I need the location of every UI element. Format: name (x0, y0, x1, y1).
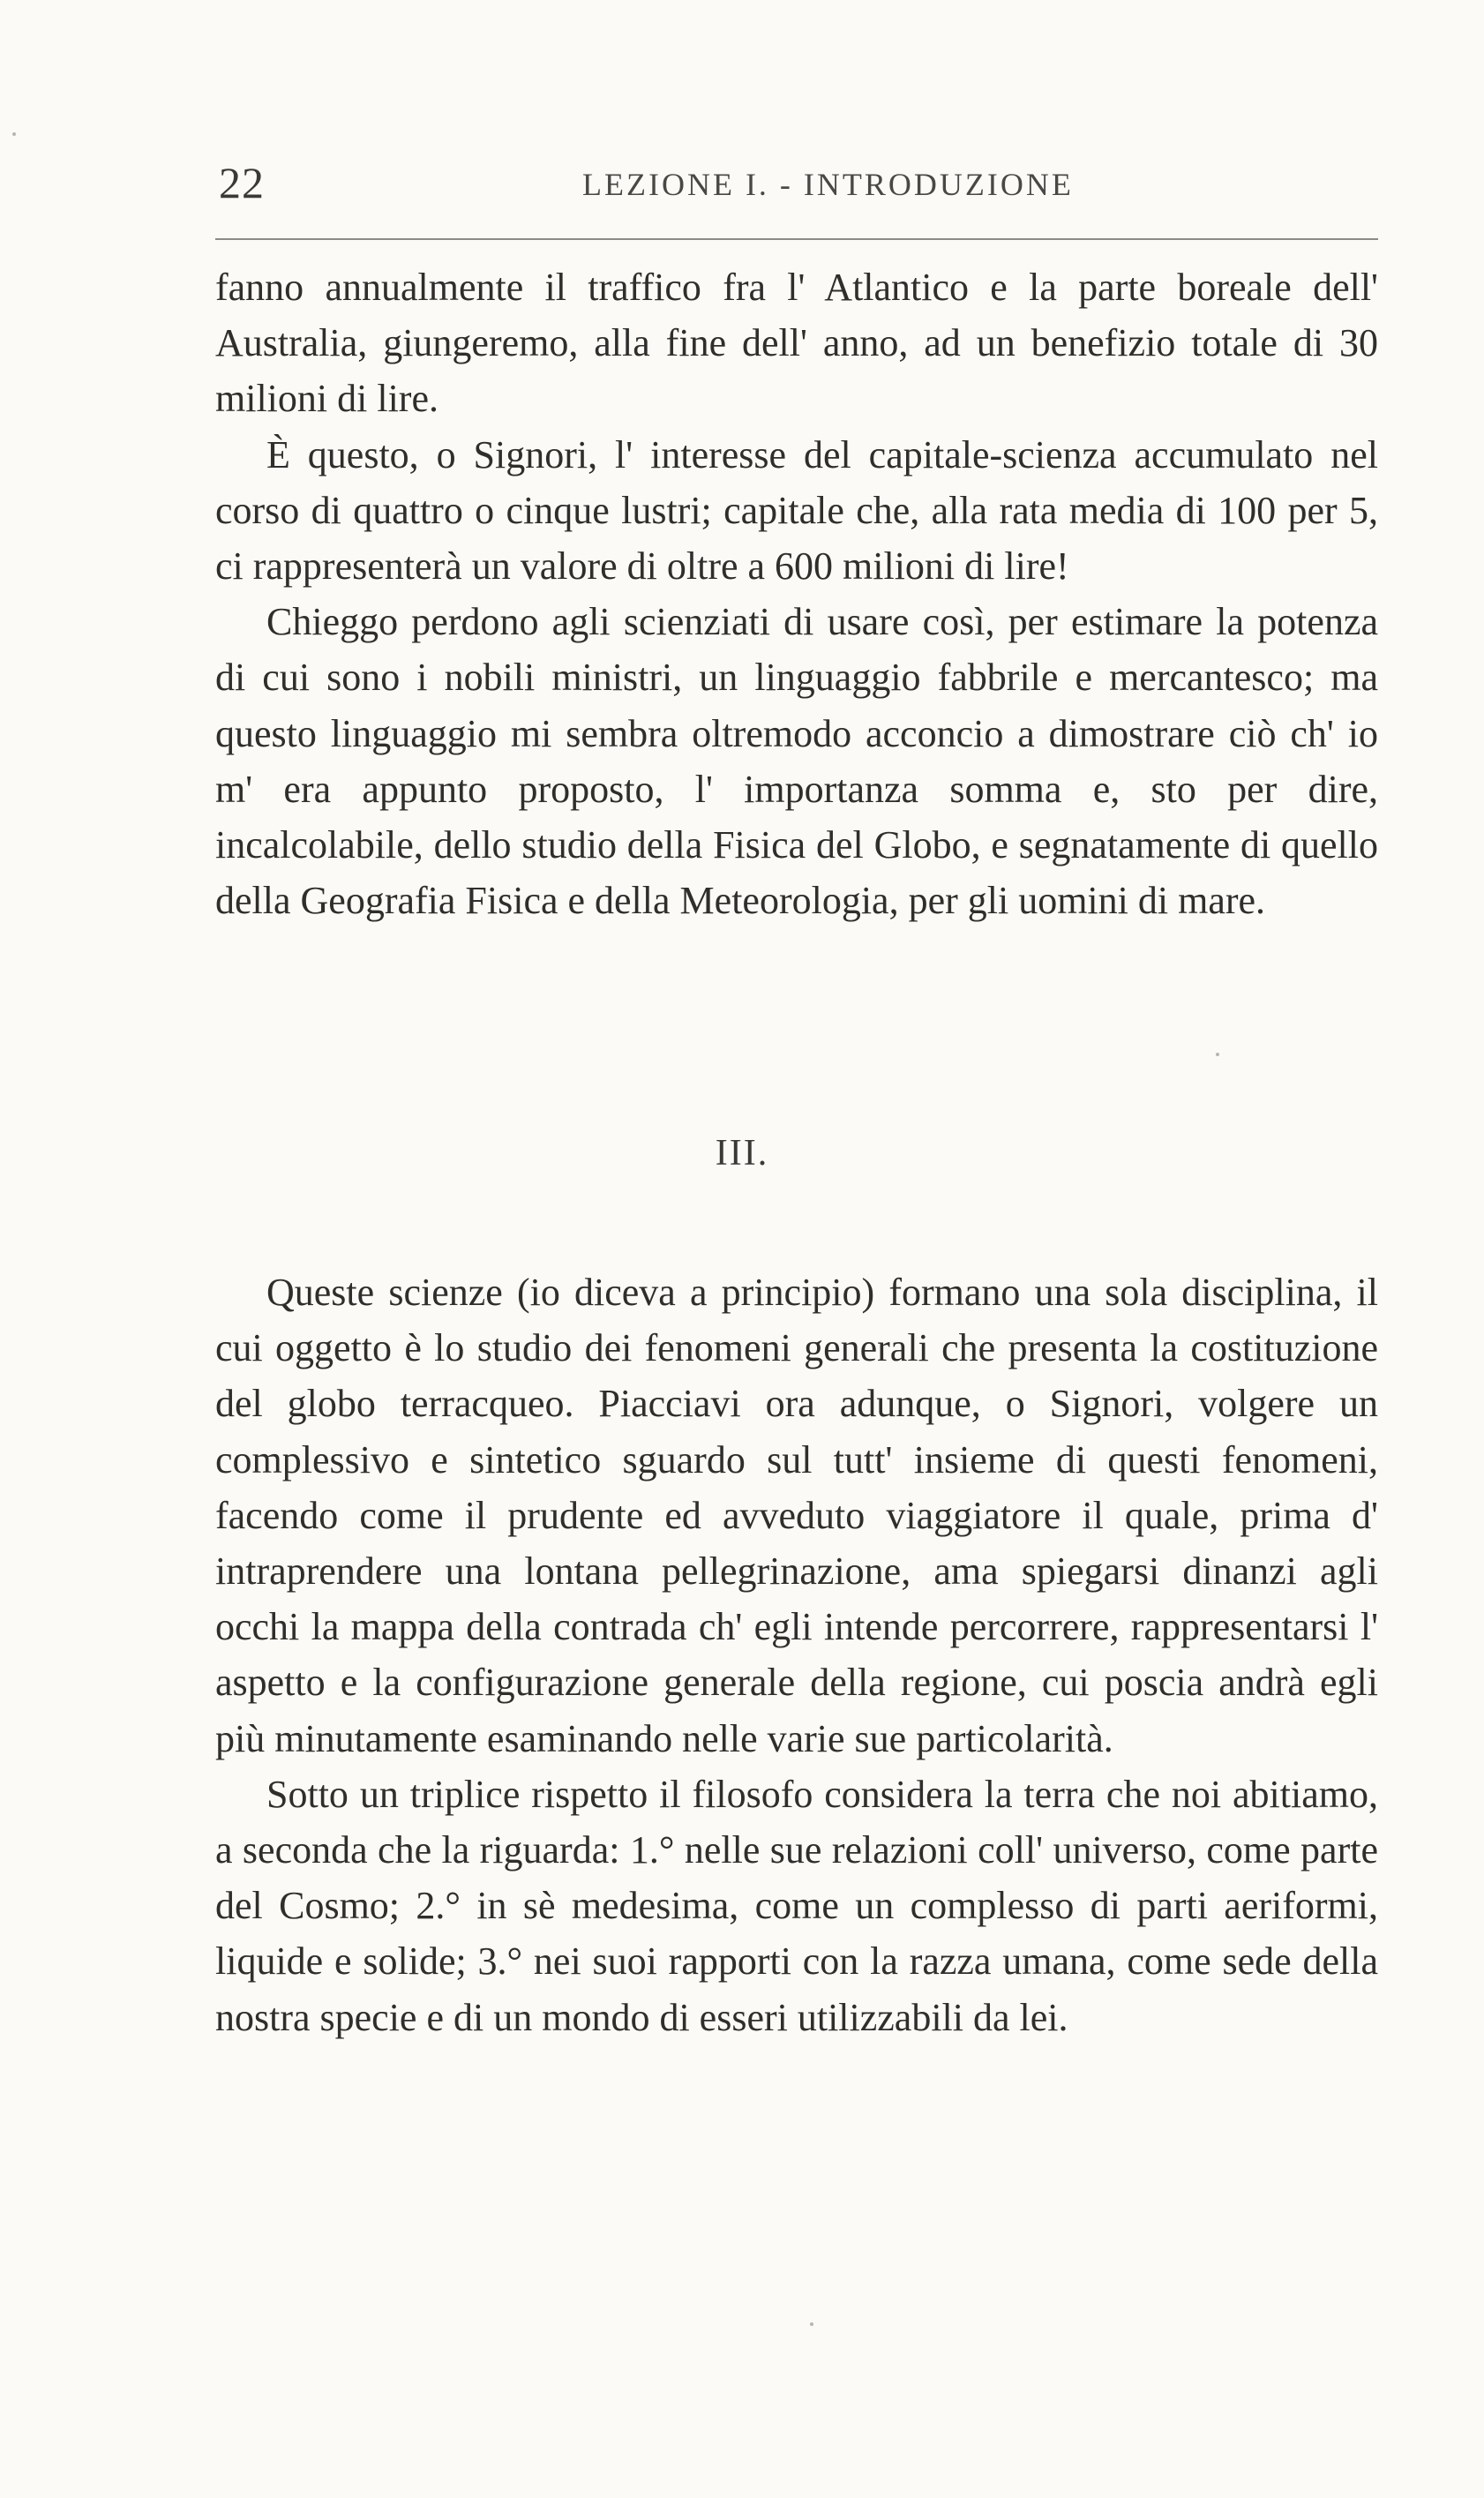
paragraph: Queste scienze (io diceva a principio) formano una sola disciplina, il cui oggetto è lo studio dei fenomeni generali che presenta la costituzione del globo terracqueo. Piacciavi ora adunque, o Signori, volgere un complessivo e sintetico sguardo sul tutt' insieme di questi fenomeni, facendo come il prudente ed avveduto viaggiatore il quale, prima d' intraprendere una lontana pellegrinazione, ama spiegarsi dinanzi agli occhi la mappa della contrada ch' egli intende percorrere, rappresentarsi l' aspetto e la configurazione generale della regione, cui poscia andrà egli più minutamente esaminando nelle varie sue particolarità. (215, 1271, 1378, 1760)
text-block-before-section (215, 259, 1378, 928)
running-head: LEZIONE I. - INTRODUZIONE (582, 167, 1074, 202)
paper-speck (1216, 1053, 1219, 1056)
paragraph: È questo, o Signori, l' interesse del capitale-scienza accumulato nel corso di quattro o cinque lustri; capitale che, alla rata media di 100 per 5, ci rappresenterà un valore di oltre a 600 milioni di lire! (215, 432, 1378, 589)
paragraph-continuation: fanno annualmente il traffico fra l' Atlantico e la parte boreale dell' Australia, giungeremo, alla fine dell' anno, ad un benefizio totale di 30 milioni di lire. (215, 266, 1378, 421)
header-rule (215, 238, 1378, 240)
paper-speck (810, 2322, 813, 2326)
paper-speck (12, 132, 16, 136)
text-block-after-section (215, 1264, 1378, 2045)
section-heading: III. (715, 1133, 769, 1174)
paragraph: Sotto un triplice rispetto il filosofo considera la terra che noi abitiamo, a seconda che la riguarda: 1.° nelle sue relazioni coll' universo, come parte del Cosmo; 2.° in sè medesima, come un complesso di parti aeriformi, liquide e solide; 3.° nei suoi rapporti con la razza umana, come sede della nostra specie e di un mondo di esseri utilizzabili da lei. (215, 1772, 1378, 2039)
page-number: 22 (219, 158, 265, 207)
paragraph: Chieggo perdono agli scienziati di usare così, per estimare la potenza di cui sono i nobili ministri, un linguaggio fabbrile e mercantesco; ma questo linguaggio mi sembra oltremodo acconcio a dimostrare ciò ch' io m' era appunto proposto, l' importanza somma e, sto per dire, incalcolabile, dello studio della Fisica del Globo, e segnatamente di quello della Geografia Fisica e della Meteorologia, per gli uomini di mare. (215, 600, 1378, 923)
